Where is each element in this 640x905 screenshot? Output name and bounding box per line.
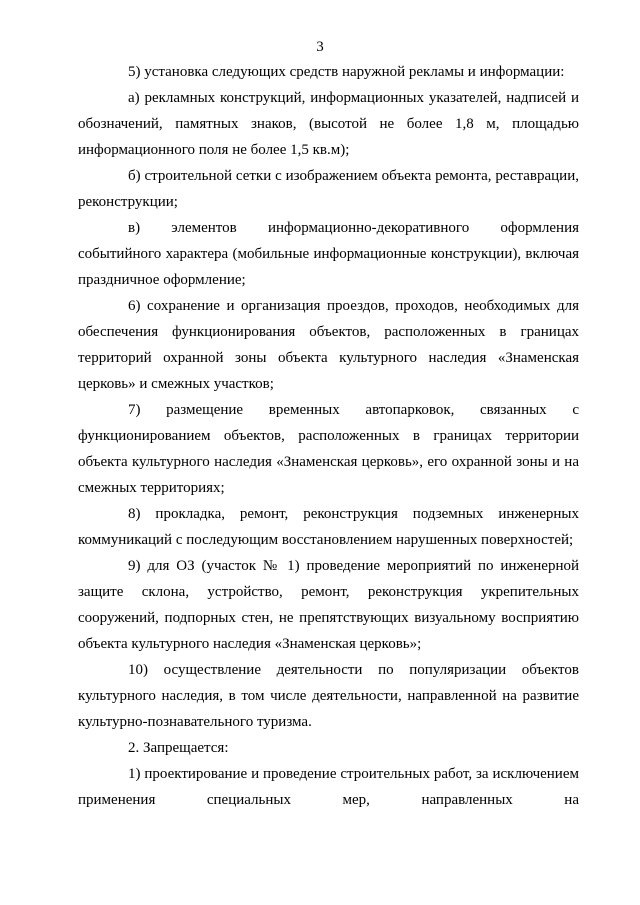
paragraph-item-7: 7) размещение временных автопарковок, связанных с функционированием объектов, расположенных в границах территории объекта культурного наследия «Знаменская церковь», его охранной зоны и на смежных территориях; xyxy=(78,402,579,496)
paragraph-subitem-a: а) рекламных конструкций, информационных указателей, надписей и обозначений, памятных знаков, (высотой не более 1,8 м, площадью информационного поля не более 1,5 кв.м); xyxy=(78,90,579,158)
paragraph-item-10: 10) осуществление деятельности по популяризации объектов культурного наследия, в том числе деятельности, направленной на развитие культурно-познавательного туризма. xyxy=(78,662,579,730)
section-heading-prohibited: 2. Запрещается: xyxy=(128,740,229,756)
paragraph-item-6: 6) сохранение и организация проездов, проходов, необходимых для обеспечения функционирования объектов, расположенных в границах территорий охранной зоны объекта культурного наследия «Знаменская церковь» и смежных участков; xyxy=(78,298,579,392)
paragraph-subitem-b: б) строительной сетки с изображением объекта ремонта, реставрации, реконструкции; xyxy=(78,168,579,210)
paragraph-item-9: 9) для ОЗ (участок № 1) проведение мероприятий по инженерной защите склона, устройство, ремонт, реконструкция укрепительных сооружений, подпорных стен, не препятствующих визуальному восприятию объекта культурного наследия «Знаменская церковь»; xyxy=(78,558,579,652)
paragraph-prohibited-item-1: 1) проектирование и проведение строительных работ, за исключением применения специальных мер, направленных на xyxy=(78,766,579,808)
page-number: 3 xyxy=(316,39,324,55)
document-body xyxy=(78,59,579,813)
paragraph-item-8: 8) прокладка, ремонт, реконструкция подземных инженерных коммуникаций с последующим восстановлением нарушенных поверхностей; xyxy=(78,506,579,548)
paragraph-item-5: 5) установка следующих средств наружной рекламы и информации: xyxy=(128,64,565,80)
paragraph-subitem-v: в) элементов информационно-декоративного оформления событийного характера (мобильные информационные конструкции), включая праздничное оформление; xyxy=(78,220,579,288)
